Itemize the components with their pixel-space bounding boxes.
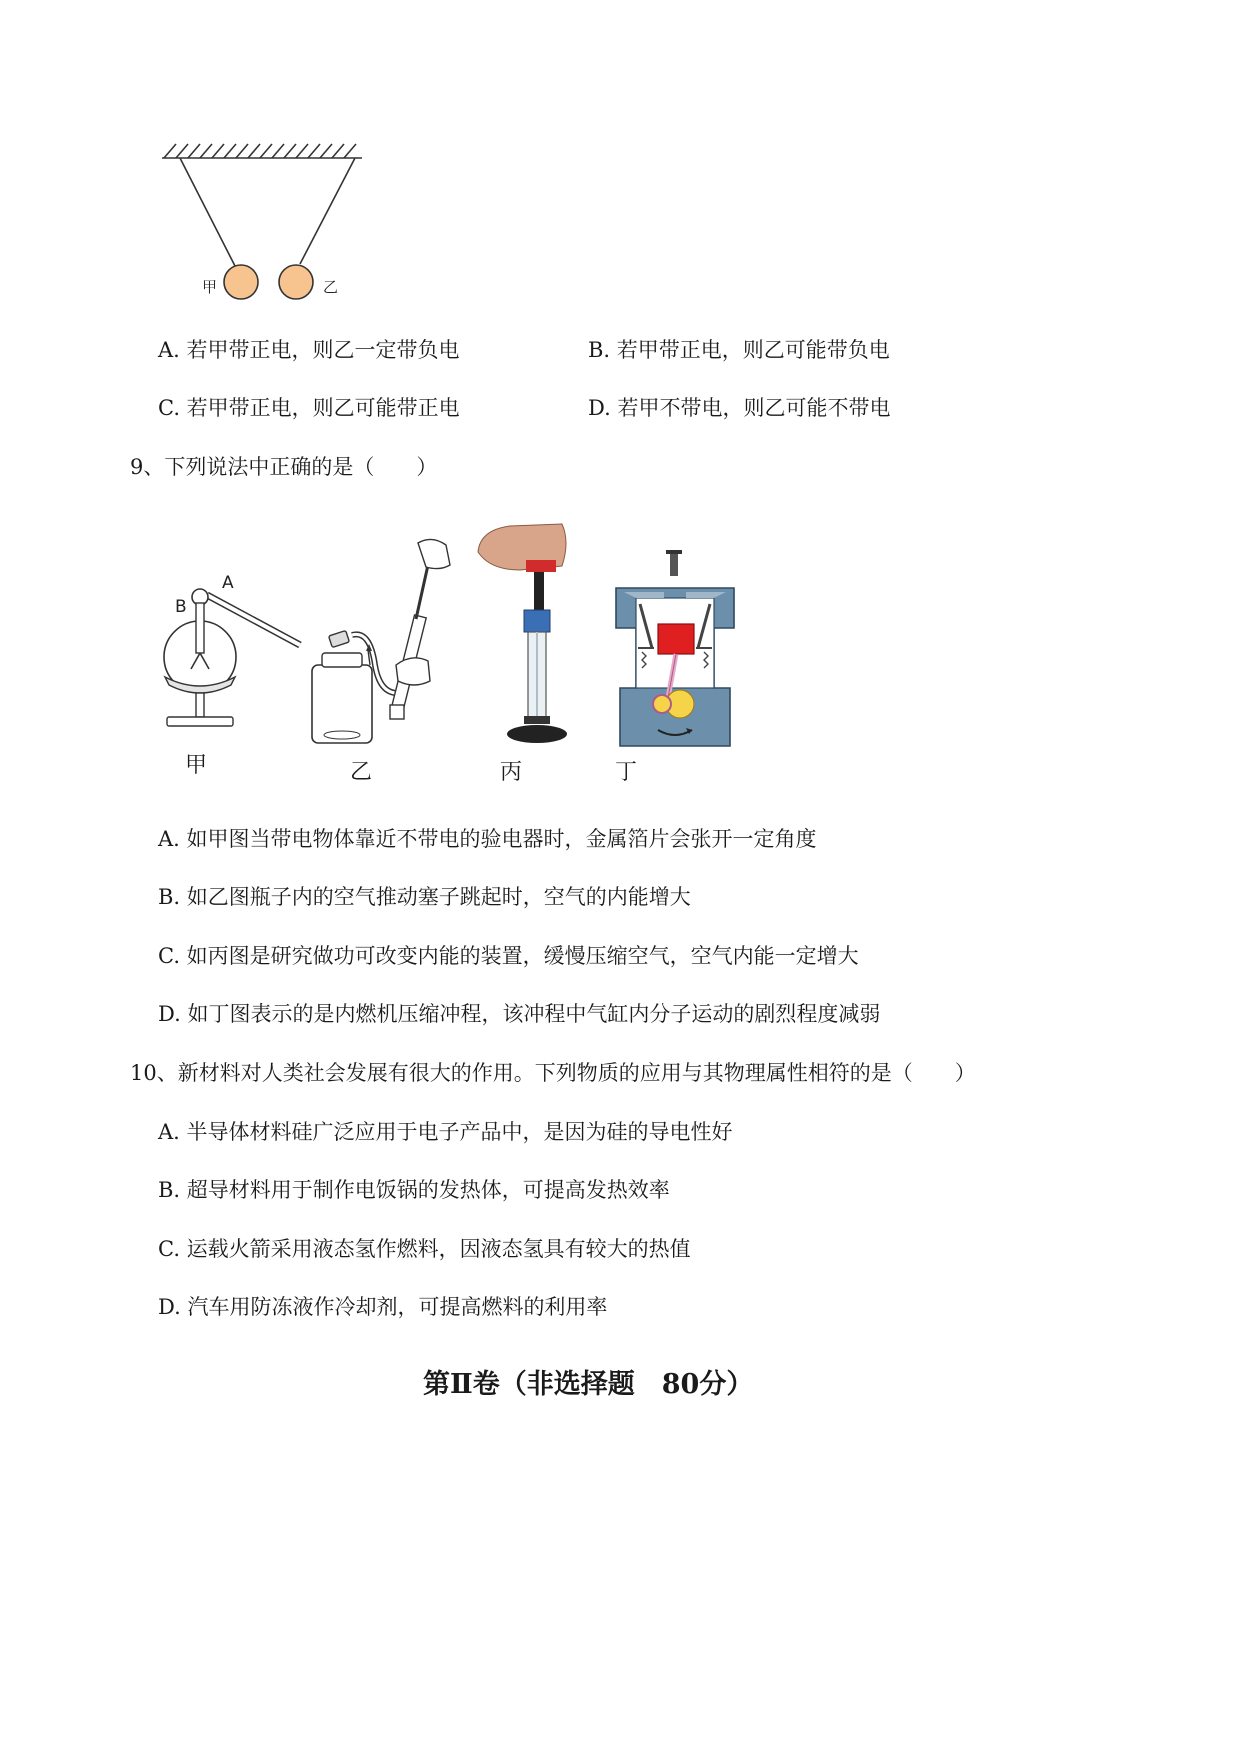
q8-option-a: A. 若甲带正电，则乙一定带负电	[158, 338, 460, 362]
ball-yi	[279, 265, 313, 299]
q9-option-b: B. 如乙图瓶子内的空气推动塞子跳起时，空气的内能增大	[158, 885, 691, 909]
label-a: A	[222, 573, 234, 593]
q10-option-a: A. 半导体材料硅广泛应用于电子产品中，是因为硅的导电性好	[158, 1120, 733, 1144]
q10-option-c: C. 运载火箭采用液态氢作燃料，因液态氢具有较大的热值	[158, 1237, 691, 1261]
hand-bottom	[396, 658, 430, 685]
thread-right	[300, 158, 355, 264]
hand-top	[418, 539, 450, 568]
section-title: 第Ⅱ卷（非选择题 80分）	[423, 1369, 754, 1400]
q9-caption-bing: 丙	[500, 760, 523, 785]
label-jia: 甲	[202, 278, 218, 296]
q8-figure	[150, 130, 380, 310]
q8-option-b: B. 若甲带正电，则乙可能带负电	[588, 338, 890, 362]
q9-figure-fire-syringe	[470, 522, 585, 747]
q9-option-c: C. 如丙图是研究做功可改变内能的装置，缓慢压缩空气，空气内能一定增大	[158, 944, 859, 968]
blue-cap	[524, 610, 550, 632]
q9-option-a: A. 如甲图当带电物体靠近不带电的验电器时，金属箔片会张开一定角度	[158, 827, 817, 851]
ceiling-hatch	[162, 144, 362, 158]
q9-figure-bottle-pump	[300, 535, 470, 750]
q9-caption-ding: 丁	[615, 760, 638, 785]
q9-option-d: D. 如丁图表示的是内燃机压缩冲程，该冲程中气缸内分子运动的剧烈程度减弱	[158, 1002, 881, 1026]
piston	[658, 624, 694, 654]
q10-stem: 10、新材料对人类社会发展有很大的作用。下列物质的应用与其物理属性相符的是（ ）	[130, 1061, 976, 1085]
red-handle	[526, 560, 556, 572]
q10-option-d: D. 汽车用防冻液作冷却剂，可提高燃料的利用率	[158, 1295, 608, 1319]
ball-jia	[224, 265, 258, 299]
label-yi: 乙	[323, 278, 339, 296]
q9-caption-jia: 甲	[185, 753, 208, 778]
q9-caption-yi: 乙	[350, 760, 373, 785]
thread-left	[180, 158, 235, 266]
q10-option-b: B. 超导材料用于制作电饭锅的发热体，可提高发热效率	[158, 1178, 670, 1202]
q8-option-d: D. 若甲不带电，则乙可能不带电	[588, 396, 891, 420]
q9-stem: 9、下列说法中正确的是（ ）	[130, 455, 438, 479]
base	[507, 725, 567, 743]
stopper	[329, 631, 350, 648]
q9-figure-engine	[610, 548, 740, 758]
q8-option-c: C. 若甲带正电，则乙可能带正电	[158, 396, 460, 420]
label-b: B	[175, 597, 187, 617]
q9-figure-electroscope	[155, 565, 310, 745]
